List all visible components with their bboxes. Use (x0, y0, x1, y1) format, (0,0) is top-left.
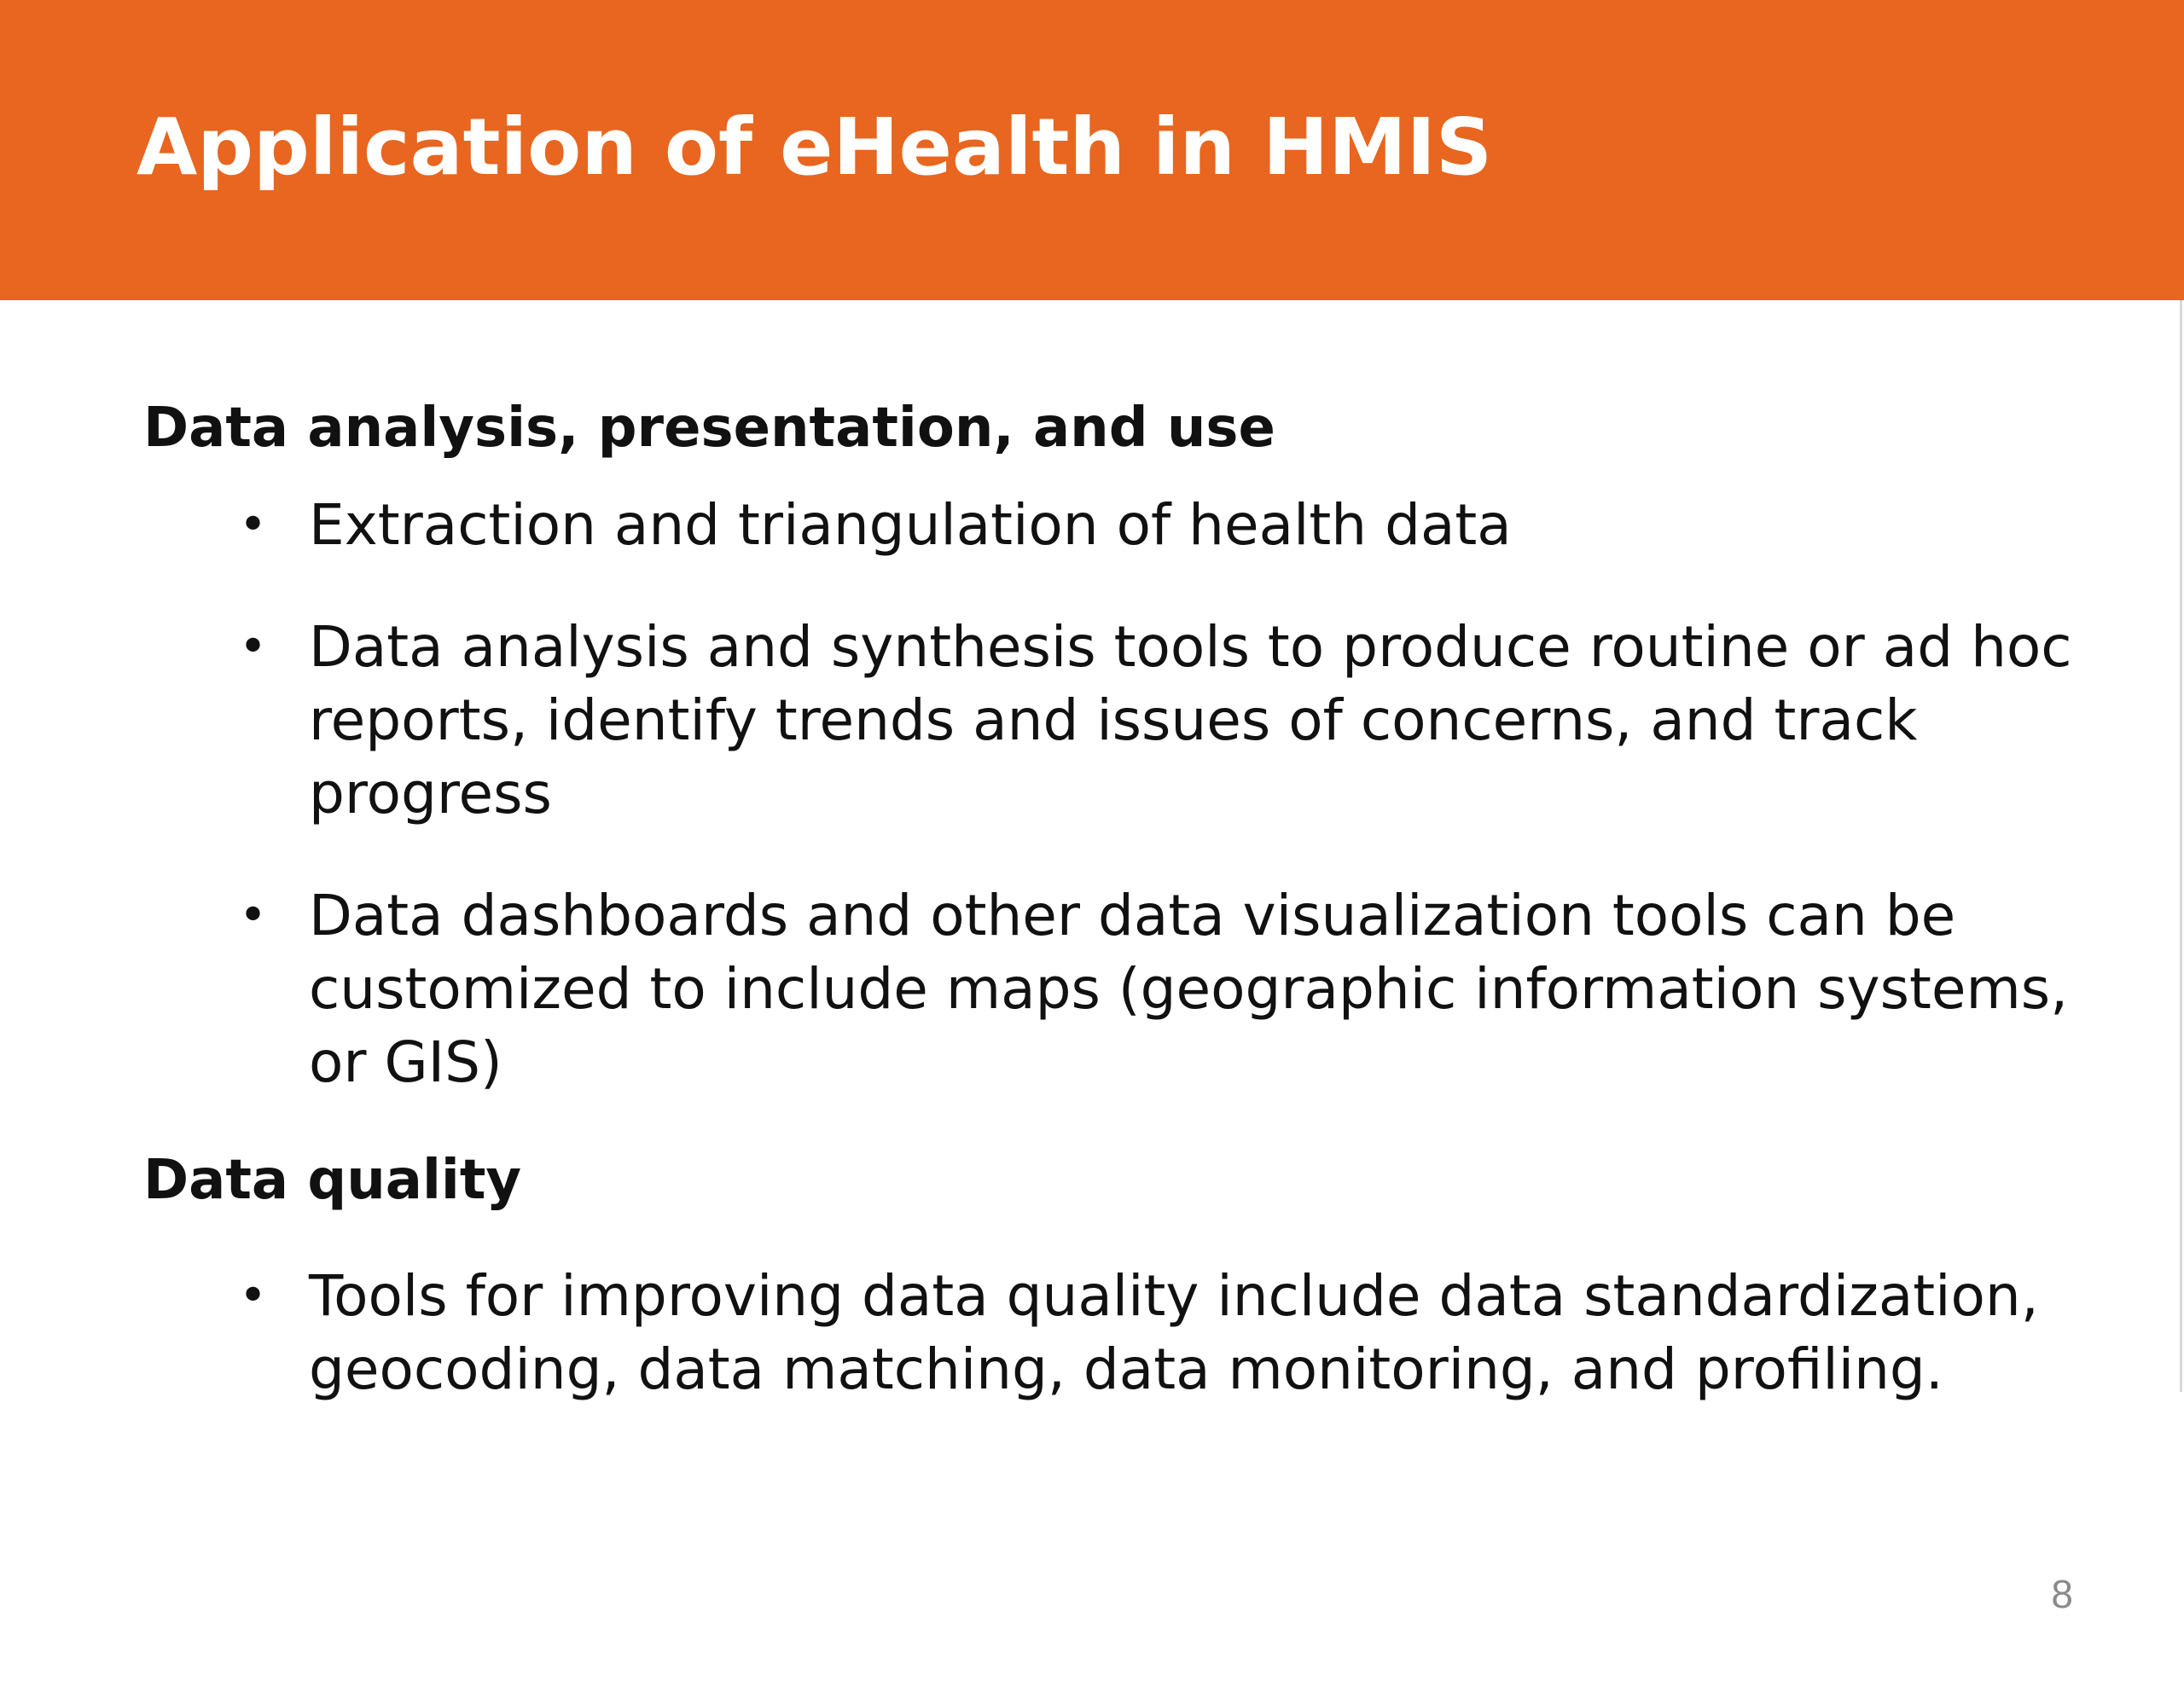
bullet-icon: • (239, 1268, 268, 1324)
list-item-text: Data analysis and synthesis tools to produce routine or ad hoc reports, identify trends and issues of concerns, and track progress (309, 614, 2072, 826)
bullet-list-quality (143, 1260, 2054, 1406)
list-item (143, 1260, 2143, 1406)
list-item-text: Data dashboards and other data visualization tools can be customized to include maps (geographic information systems, or GIS) (309, 883, 2069, 1095)
list-item (143, 611, 2143, 831)
list-item-text: Extraction and triangulation of health data (309, 492, 1512, 558)
title-bar (0, 0, 2184, 300)
slide-edge-divider (2180, 300, 2182, 1392)
section-heading-quality: Data quality (143, 1149, 522, 1212)
list-item (143, 879, 2143, 1099)
section-heading-analysis: Data analysis, presentation, and use (143, 397, 1275, 460)
bullet-list-analysis (143, 489, 2072, 1099)
slide-title: Application of eHealth in HMIS (136, 101, 1493, 193)
bullet-icon: • (239, 619, 268, 675)
slide-content (143, 388, 2072, 1406)
bullet-icon: • (239, 497, 268, 553)
list-item-text: Tools for improving data quality include data standardization, geocoding, data matching, data monitoring, and profiling. (309, 1263, 2039, 1402)
bullet-icon: • (239, 888, 268, 943)
list-item (143, 489, 2143, 562)
page-number: 8 (2051, 1572, 2073, 1616)
